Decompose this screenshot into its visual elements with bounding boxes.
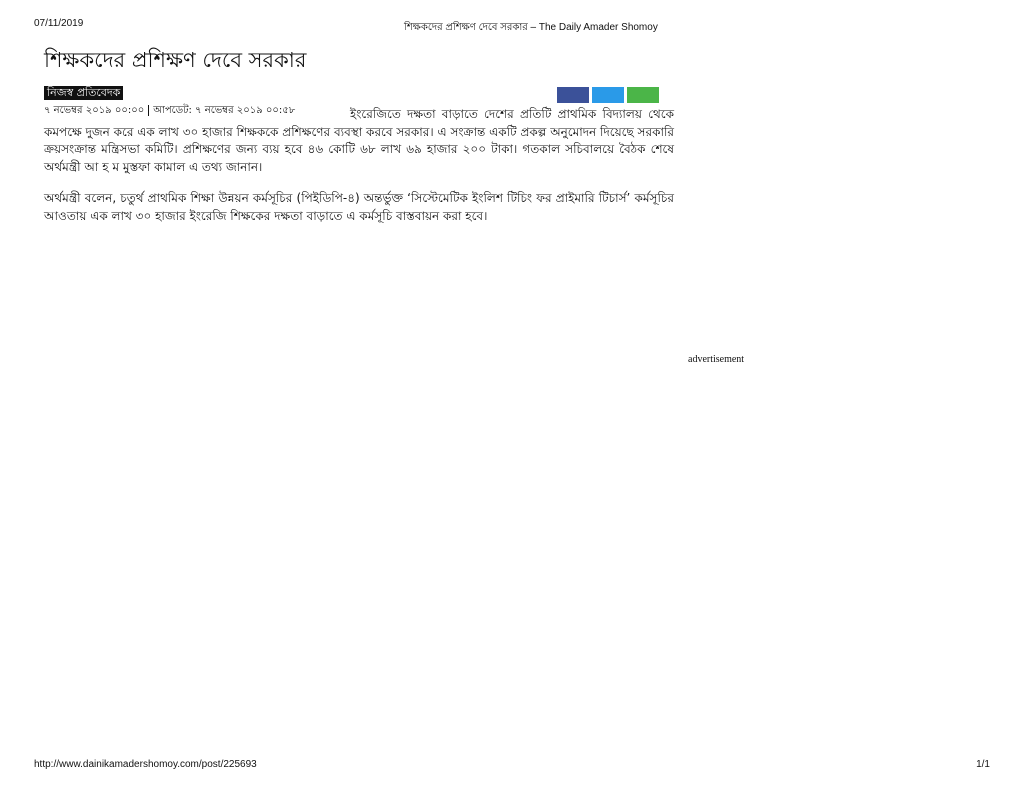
share-bar xyxy=(557,87,659,103)
twitter-share-icon[interactable] xyxy=(592,87,624,103)
author-badge[interactable]: নিজস্ব প্রতিবেদক xyxy=(44,86,123,100)
print-footer-url: http://www.dainikamadershomoy.com/post/225693 xyxy=(34,759,257,770)
article-body xyxy=(44,106,674,239)
article-headline: শিক্ষকদের প্রশিক্ষণ দেবে সরকার xyxy=(44,48,307,72)
body-indent-spacer xyxy=(44,106,350,123)
facebook-share-icon[interactable] xyxy=(557,87,589,103)
updated-date: আপডেট: ৭ নভেম্বর ২০১৯ ০০:৫৮ xyxy=(153,105,296,116)
print-date: 07/11/2019 xyxy=(34,18,84,29)
published-date: ৭ নভেম্বর ২০১৯ ০০:০০ xyxy=(44,105,145,116)
whatsapp-share-icon[interactable] xyxy=(627,87,659,103)
article-paragraph-2: অর্থমন্ত্রী বলেন, চতুর্থ প্রাথমিক শিক্ষা উন্নয়ন কর্মসূচির (পিইডিপি-৪) অন্তর্ভুক্ত ‘সিস্টেমেটিক ইংলিশ টিচিং ফর প্রাইমারি টিচার্স’ কর্মসূচির আওতায় এক লাখ ৩০ হাজার ইংরেজি শিক্ষকের দক্ষতা বাড়াতে এ কর্মসূচি বাস্তবায়ন করা হবে। xyxy=(44,191,674,223)
print-page-title: শিক্ষকদের প্রশিক্ষণ দেবে সরকার – The Daily Amader Shomoy xyxy=(404,22,658,33)
print-page-number: 1/1 xyxy=(976,759,990,770)
article-paragraph-1: ইংরেজিতে দক্ষতা বাড়াতে দেশের প্রতিটি প্রাথমিক বিদ্যালয় থেকে কমপক্ষে দুজন করে এক লাখ ৩০ হাজার শিক্ষককে প্রশিক্ষণের ব্যবস্থা করবে সরকার। এ সংক্রান্ত একটি প্রকল্প অনুমোদন দিয়েছে সরকারি ক্রয়সংক্রান্ত মন্ত্রিসভা কমিটি। প্রশিক্ষণের জন্য ব্যয় হবে ৪৬ কোটি ৬৮ লাখ ৬৯ হাজার ২০০ টাকা। গতকাল সচিবালয়ে বৈঠক শেষে অর্থমন্ত্রী আ হ ম মুস্তফা কামাল এ তথ্য জানান। xyxy=(44,107,674,174)
advertisement-label: advertisement xyxy=(688,354,745,365)
